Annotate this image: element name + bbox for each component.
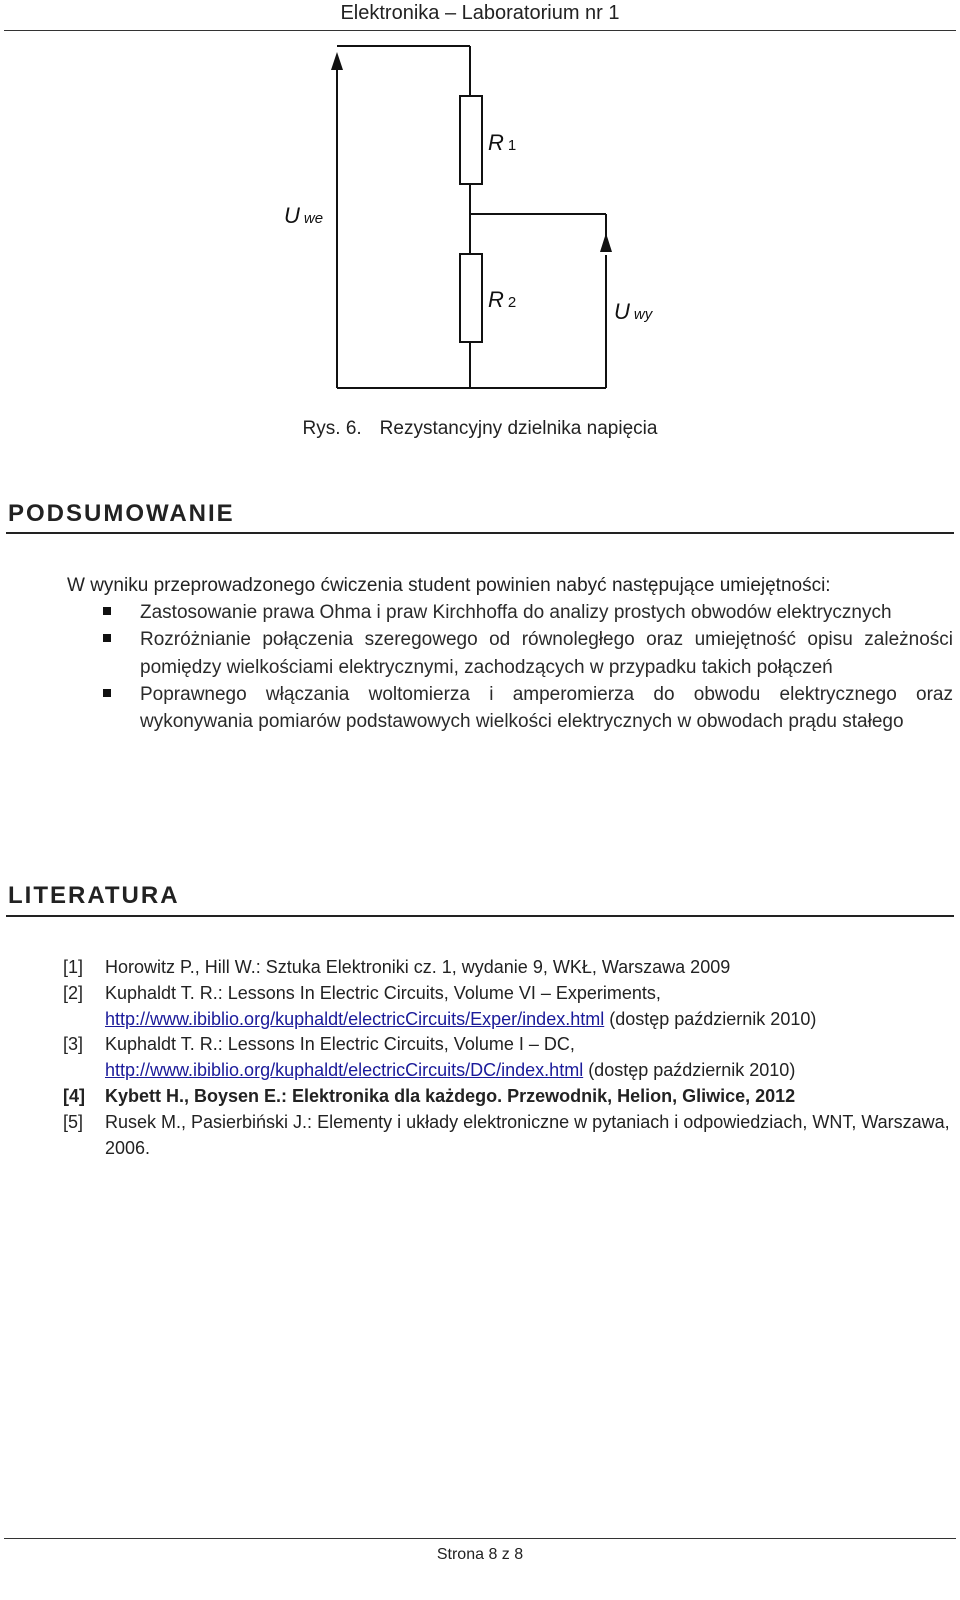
page-header: Elektronika – Laboratorium nr 1 xyxy=(340,2,620,24)
reference-item xyxy=(63,1110,953,1162)
list-item xyxy=(103,681,953,736)
resistor-r1 xyxy=(460,96,482,184)
uwe-label xyxy=(284,203,323,229)
summary-intro: W wyniku przeprowadzonego ćwiczenia student powinien nabyć następujące umiejętności: xyxy=(67,575,831,596)
reference-text: Kuphaldt T. R.: Lessons In Electric Circuits, Volume I – DC, xyxy=(105,1034,575,1055)
reference-item xyxy=(63,1084,953,1110)
reference-item xyxy=(63,981,953,1033)
bullet-icon xyxy=(103,689,111,697)
reference-text: Horowitz P., Hill W.: Sztuka Elektroniki cz. 1, wydanie 9, WKŁ, Warszawa 2009 xyxy=(105,957,731,977)
r2-letter: R xyxy=(488,287,504,312)
list-item xyxy=(103,599,953,626)
circuit-svg xyxy=(270,40,690,410)
references-list xyxy=(63,955,953,1161)
bullet-icon xyxy=(103,607,111,615)
reference-number: [4] xyxy=(63,1085,85,1106)
summary-heading: PODSUMOWANIE xyxy=(8,500,235,527)
reference-number: [1] xyxy=(63,957,84,977)
reference-item xyxy=(63,955,953,981)
caption-number: Rys. 6. xyxy=(302,418,362,439)
r2-label xyxy=(488,287,516,313)
reference-number: [2] xyxy=(63,982,84,1003)
uwy-arrowhead xyxy=(600,233,612,252)
reference-text: Kybett H., Boysen E.: Elektronika dla każdego. Przewodnik, Helion, Gliwice, 2012 xyxy=(105,1085,796,1106)
reference-link[interactable]: http://www.ibiblio.org/kuphaldt/electricCircuits/DC/index.html xyxy=(105,1060,584,1081)
footer-divider xyxy=(4,1538,956,1539)
r1-index: 1 xyxy=(507,137,517,154)
reference-access-note: (dostęp październik 2010) xyxy=(604,1008,817,1029)
skills-list xyxy=(103,599,953,735)
r2-index: 2 xyxy=(507,294,517,311)
reference-number: [3] xyxy=(63,1034,84,1055)
reference-number: [5] xyxy=(63,1111,84,1132)
voltage-divider-diagram xyxy=(270,40,690,410)
r1-letter: R xyxy=(488,130,504,155)
reference-text: Kuphaldt T. R.: Lessons In Electric Circuits, Volume VI – Experiments, xyxy=(105,982,661,1003)
list-item xyxy=(103,626,953,681)
literature-divider xyxy=(6,915,954,917)
bullet-icon xyxy=(103,634,111,642)
figure-caption xyxy=(0,418,960,440)
uwy-index: wy xyxy=(633,306,653,323)
header-divider xyxy=(4,30,956,31)
uwe-letter: U xyxy=(284,203,300,228)
uwy-letter: U xyxy=(614,299,630,324)
summary-divider xyxy=(6,532,954,534)
literature-heading: LITERATURA xyxy=(8,882,180,909)
reference-access-note: (dostęp październik 2010) xyxy=(583,1060,796,1081)
resistor-r2 xyxy=(460,254,482,342)
list-item-text: Rozróżnianie połączenia szeregowego od równoległego oraz umiejętność opisu zależności pomiędzy wielkościami elektrycznymi, zachodzących w przypadku takich połączeń xyxy=(140,629,953,678)
uwe-arrowhead xyxy=(331,52,343,70)
page-number: Strona 8 z 8 xyxy=(436,1546,524,1563)
r1-label xyxy=(488,130,516,156)
uwe-index: we xyxy=(303,210,324,227)
caption-text: Rezystancyjny dzielnika napięcia xyxy=(379,418,658,439)
reference-text: Rusek M., Pasierbiński J.: Elementy i układy elektroniczne w pytaniach i odpowiedziach, WNT, Warszawa, 2006. xyxy=(105,1111,950,1158)
uwy-label xyxy=(614,299,652,325)
list-item-text: Zastosowanie prawa Ohma i praw Kirchhoffa do analizy prostych obwodów elektrycznych xyxy=(140,602,892,623)
reference-link[interactable]: http://www.ibiblio.org/kuphaldt/electricCircuits/Exper/index.html xyxy=(105,1008,605,1029)
list-item-text: Poprawnego włączania woltomierza i amperomierza do obwodu elektrycznego oraz wykonywania pomiarów podstawowych wielkości elektrycznych w obwodach prądu stałego xyxy=(140,683,953,733)
reference-item xyxy=(63,1032,953,1084)
